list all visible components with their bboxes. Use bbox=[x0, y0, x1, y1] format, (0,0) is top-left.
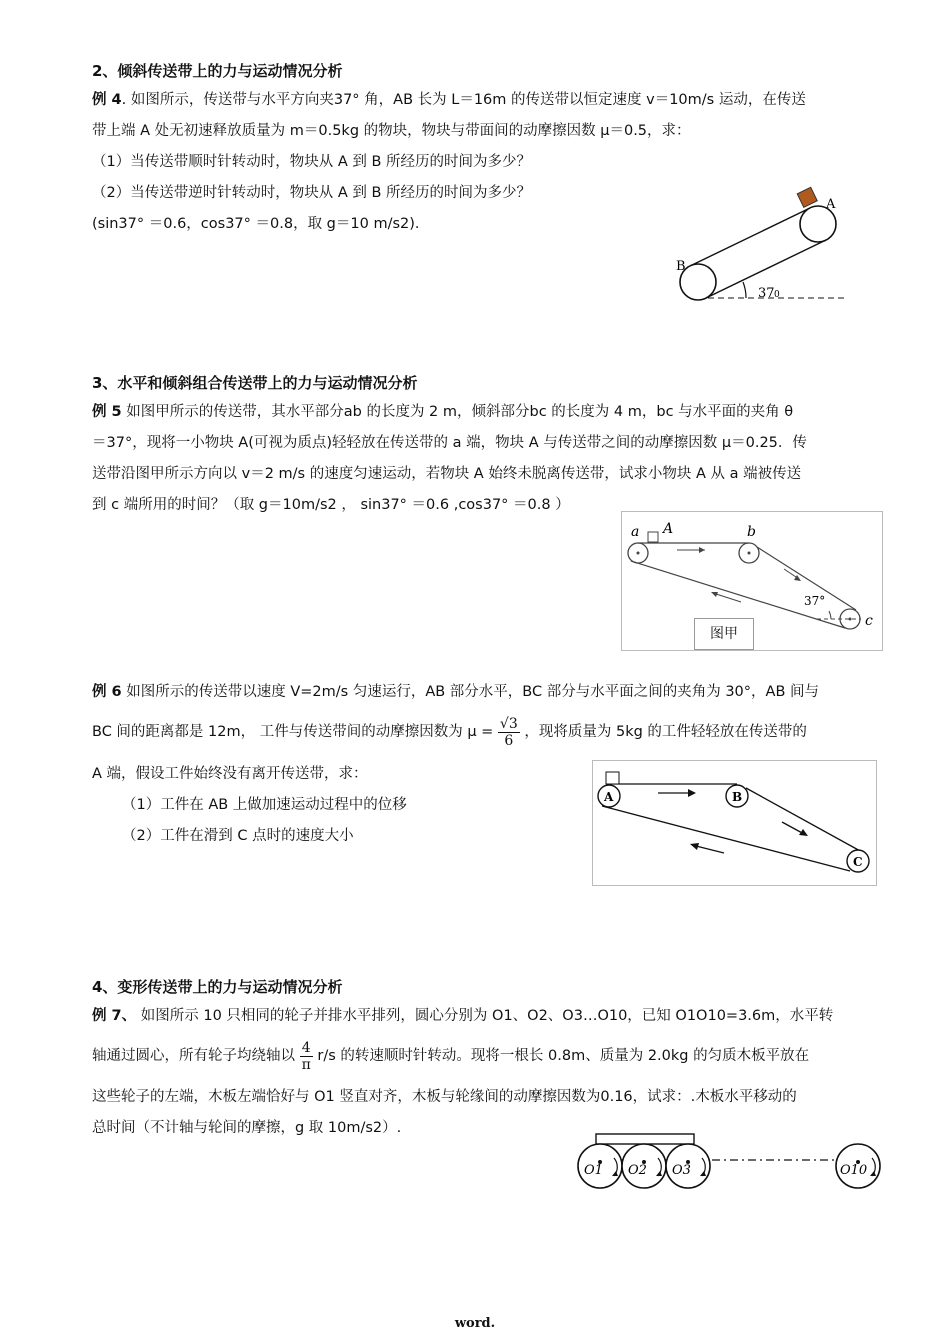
section-3-title: 3、水平和倾斜组合传送带上的力与运动情况分析 bbox=[92, 374, 418, 392]
incline-belt-figure bbox=[668, 182, 858, 310]
fig6-label-B: B bbox=[732, 790, 743, 804]
example-4-question-2: （2）当传送带逆时针转动时，物块从 A 到 B 所经历的时间为多少？ bbox=[92, 185, 532, 201]
example-4-line-1: 例 4. 如图所示，传送带与水平方向夹37° 角，AB 长为 L＝16m 的传送带以恒定速度 v＝10m/s 运动，在传送 bbox=[92, 92, 806, 108]
example-4-question-1: （1）当传送带顺时针转动时，物块从 A 到 B 所经历的时间为多少？ bbox=[92, 154, 532, 170]
example-7-line-4: 总时间（不计轴与轮间的摩擦，g 取 10m/s2）. bbox=[92, 1120, 402, 1136]
section-4-title: 4、变形传送带上的力与运动情况分析 bbox=[92, 978, 343, 996]
example-4-label: 例 4 bbox=[92, 92, 122, 108]
example-6-question-1: （1）工件在 AB 上做加速运动过程中的位移 bbox=[122, 797, 407, 813]
example-6-figure bbox=[592, 760, 877, 886]
page-footer: word. bbox=[454, 1316, 496, 1331]
mu-fraction: $\frac{√3}{6}$ bbox=[499, 715, 518, 749]
example-5-line-3: 送带沿图甲所示方向以 v＝2 m/s 的速度匀速运动，若物块 A 始终未脱离传送带，试求小物块 A 从 a 端被传送 bbox=[92, 466, 802, 482]
example-7-line-3: 这些轮子的左端，木板左端恰好与 O1 竖直对齐，木板与轮缘间的动摩擦因数为0.16，试求：.木板水平移动的 bbox=[92, 1089, 797, 1105]
wheel-label-o3: O3 bbox=[672, 1163, 691, 1178]
fig5-label-a: a bbox=[631, 524, 640, 540]
example-6-line-2: BC 间的距离都是 12m， 工件与传送带间的动摩擦因数为 μ = $\frac{√3}{6}$ ，现将质量为 5kg 的工件轻轻放在传送带的 bbox=[92, 715, 807, 749]
example-5-line-1: 例 5 如图甲所示的传送带，其水平部分ab 的长度为 2 m，倾斜部分bc 的长度为 4 m，bc 与水平面的夹角 θ bbox=[92, 404, 794, 420]
example-4-given: (sin37° ＝0.6，cos37° ＝0.8，取 g＝10 m/s2)． bbox=[92, 216, 430, 232]
wheel-label-o10: O10 bbox=[840, 1163, 868, 1178]
fig5-label-A: A bbox=[663, 521, 674, 537]
example-6-label: 例 6 bbox=[92, 684, 122, 700]
example-7-label: 例 7、 bbox=[92, 1008, 137, 1024]
wheels-figure bbox=[576, 1130, 886, 1190]
fig4-angle-sup: 0 bbox=[774, 290, 780, 300]
fig6-label-C: C bbox=[853, 855, 863, 869]
fig5-label-b: b bbox=[747, 524, 756, 540]
wheel-label-o2: O2 bbox=[628, 1163, 647, 1178]
fig5-label-c: c bbox=[865, 613, 873, 629]
fig4-angle: 37 bbox=[758, 286, 775, 301]
example-7-line-2: 轴通过圆心，所有轮子均绕轴以 $\frac{4}{\pi}$ r/s 的转速顺时针转动。现将一根长 0.8m、质量为 2.0kg 的匀质木板平放在 bbox=[92, 1039, 810, 1073]
fig4-label-a: A bbox=[826, 197, 836, 212]
example-6-question-2: （2）工件在滑到 C 点时的速度大小 bbox=[122, 828, 354, 844]
fig6-label-A: A bbox=[604, 790, 614, 804]
example-6-line-3: A 端，假设工件始终没有离开传送带，求： bbox=[92, 766, 368, 782]
omega-fraction: $\frac{4}{\pi}$ bbox=[301, 1039, 311, 1073]
wheel-label-o1: O1 bbox=[584, 1163, 603, 1178]
example-4-line-2: 带上端 A 处无初速释放质量为 m＝0.5kg 的物块，物块与带面间的动摩擦因数 μ＝0.5，求： bbox=[92, 123, 691, 139]
example-7-line-1: 例 7、 如图所示 10 只相同的轮子并排水平排列，圆心分别为 O1、O2、O3…O10，已知 O1O10=3.6m，水平转 bbox=[92, 1008, 834, 1024]
figure-jia-caption: 图甲 bbox=[694, 618, 754, 650]
example-6-line-1: 例 6 如图所示的传送带以速度 V=2m/s 匀速运行，AB 部分水平，BC 部分与水平面之间的夹角为 30°，AB 间与 bbox=[92, 684, 820, 700]
example-5-label: 例 5 bbox=[92, 404, 122, 420]
fig5-angle: 37° bbox=[804, 594, 826, 608]
section-2-title: 2、倾斜传送带上的力与运动情况分析 bbox=[92, 62, 343, 80]
example-5-line-4: 到 c 端所用的时间？（取 g＝10m/s2 ， sin37° ＝0.6 ,cos37° ＝0.8 ） bbox=[92, 497, 570, 513]
example-5-line-2: ＝37°，现将一小物块 A(可视为质点)轻轻放在传送带的 a 端，物块 A 与传送带之间的动摩擦因数 μ＝0.25．传 bbox=[92, 435, 807, 451]
fig4-label-b: B bbox=[676, 259, 686, 274]
